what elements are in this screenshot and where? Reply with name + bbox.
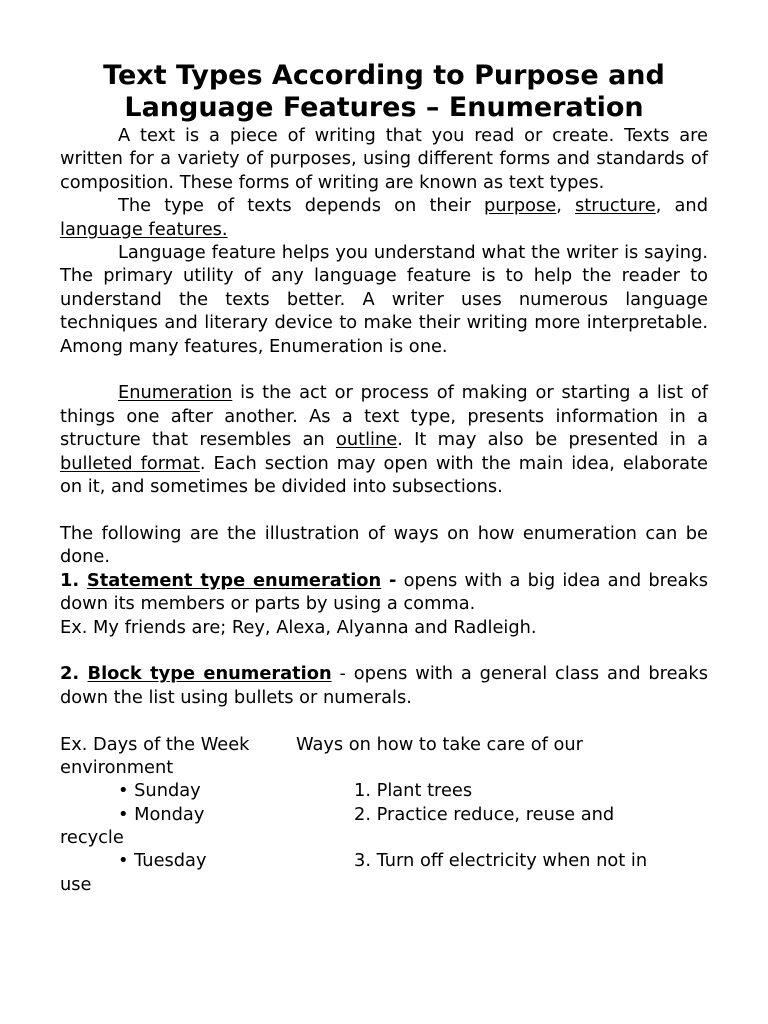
term-structure: structure	[575, 195, 656, 217]
example-header-row	[60, 733, 708, 756]
term-purpose: purpose	[484, 195, 557, 217]
way-item-wrap: recycle	[60, 827, 124, 849]
paragraph-text-types	[60, 194, 708, 241]
item-1-heading: Statement type enumeration	[86, 569, 382, 591]
example-ways-header: Ways on how to take care of our	[296, 733, 583, 755]
p2-sep-1: ,	[556, 195, 576, 217]
p2-sep-2: , and	[655, 195, 708, 217]
paragraph-text-definition: A text is a piece of writing that you read or create. Texts are written for a variety of purposes, using different forms and standards of composition. These forms of writing are known as text types.	[60, 125, 708, 193]
item-1-example: Ex. My friends are; Rey, Alexa, Alyanna and Radleigh.	[60, 616, 537, 638]
p4-text-1: is the act or process of making or starting a list of things one after another. As a text type, presents information in a structure that resembles an	[60, 382, 708, 451]
item-2-number: 2.	[60, 663, 88, 685]
item-1-number: 1.	[60, 569, 87, 591]
example-row-1	[60, 779, 708, 802]
term-bulleted-format: bulleted format	[60, 452, 200, 474]
example-row-3	[60, 849, 708, 872]
example-ways-header-wrap: environment	[60, 756, 174, 778]
p2-text: The type of texts depends on their	[118, 195, 485, 217]
item-1-dash: -	[381, 569, 397, 591]
example-row-2	[60, 803, 708, 826]
example-days-header: Ex. Days of the Week	[60, 733, 250, 755]
way-item: 3. Turn off electricity when not in	[354, 850, 648, 872]
item-1-text: opens with a big idea and breaks down its members or parts by using a comma.	[60, 569, 708, 615]
title-line-1: Text Types According to Purpose and	[103, 60, 665, 91]
item-2-heading: Block type enumeration	[87, 663, 332, 685]
day-item: • Tuesday	[118, 850, 207, 872]
enumeration-item-1	[60, 569, 708, 616]
enumeration-item-2	[60, 662, 708, 709]
term-outline: outline	[335, 429, 398, 451]
way-item-wrap: use	[60, 873, 92, 895]
paragraph-illustration-intro: The following are the illustration of ways on how enumeration can be done.	[60, 522, 708, 568]
p4-text-3: . Each section may open with the main idea, elaborate on it, and sometimes be divided into subsections.	[60, 452, 708, 498]
day-item: • Monday	[118, 803, 205, 825]
day-item: • Sunday	[118, 780, 201, 802]
block-example	[60, 733, 708, 897]
term-enumeration: Enumeration	[118, 382, 233, 404]
title-line-2: Language Features – Enumeration	[124, 92, 644, 123]
term-language-features: language features.	[60, 218, 228, 240]
item-2-text: - opens with a general class and breaks down the list using bullets or numerals.	[60, 663, 708, 708]
p4-text-2: . It may also be presented in a	[397, 429, 708, 451]
way-item: 1. Plant trees	[354, 780, 473, 802]
paragraph-enumeration-definition	[60, 381, 708, 498]
paragraph-language-feature: Language feature helps you understand what the writer is saying. The primary utility of any language feature is to help the reader to understand the texts better. A writer uses numerous language techniques and literary device to make their writing more interpretable. Among many features, Enumeration is one.	[60, 242, 708, 357]
document-title	[60, 60, 708, 124]
way-item: 2. Practice reduce, reuse and	[354, 803, 615, 825]
